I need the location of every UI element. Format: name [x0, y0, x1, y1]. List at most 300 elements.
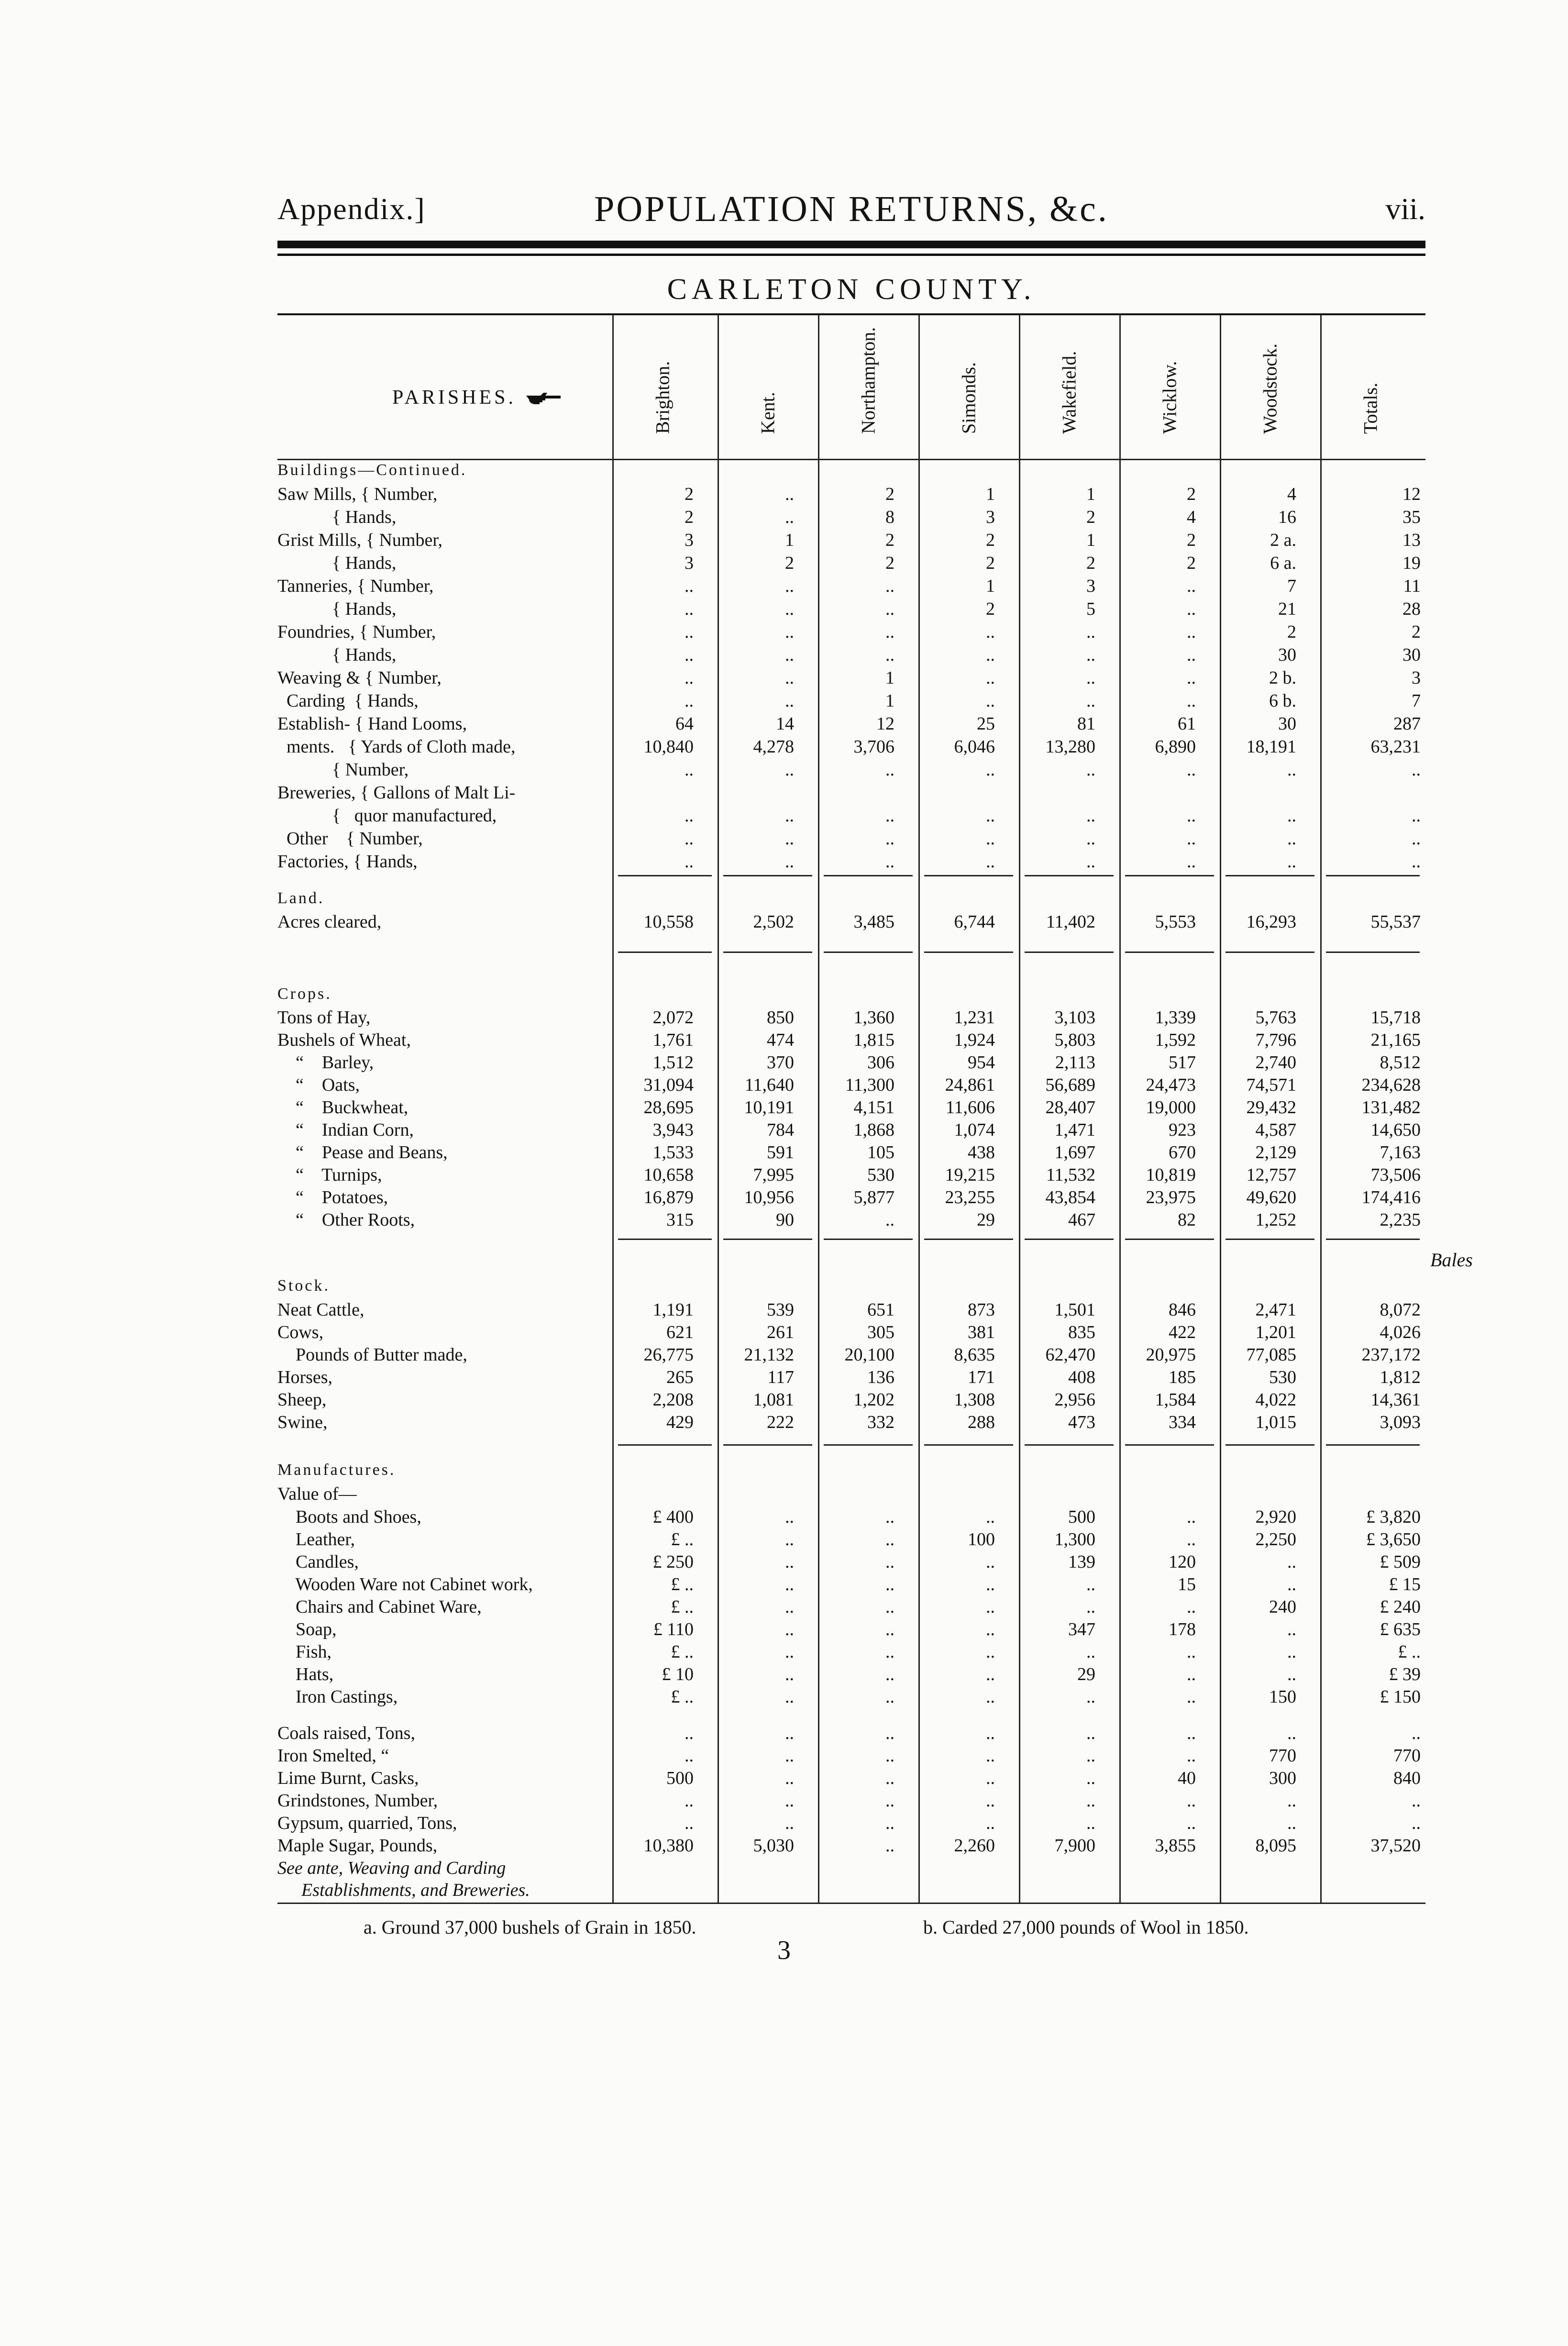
table-cell: 1,191 [652, 1300, 694, 1320]
table-cell: 1,201 [1255, 1322, 1296, 1342]
table-row [277, 1343, 1425, 1366]
table-cell: .. [785, 1687, 794, 1707]
row-label: Breweries, { Gallons of Malt Li- [277, 783, 516, 803]
table-cell: .. [785, 622, 794, 642]
table-cell: £ 509 [1380, 1552, 1421, 1572]
header-appendix: Appendix.] [277, 192, 426, 226]
row-label: Grindstones, Number, [277, 1791, 438, 1811]
table-cell: 5 [1086, 599, 1095, 619]
table-cell: 237,172 [1361, 1345, 1421, 1365]
table-cell: .. [1187, 1529, 1196, 1549]
sum-rule [1025, 875, 1114, 876]
table-cell: 23,975 [1146, 1187, 1196, 1207]
table-cell: 131,482 [1361, 1097, 1421, 1118]
table-cell: 8,512 [1380, 1052, 1421, 1073]
table-cell: 20,975 [1146, 1345, 1196, 1365]
table-cell: .. [785, 1791, 794, 1811]
table-cell: 2,956 [1054, 1390, 1095, 1410]
row-label: { Hands, [277, 553, 397, 573]
table-row [277, 1573, 1425, 1596]
table-cell: .. [885, 760, 894, 780]
table-cell: 770 [1269, 1746, 1296, 1766]
table-cell: 3 [685, 553, 694, 573]
table-row [277, 575, 1425, 598]
table-cell: 2,502 [753, 912, 794, 932]
table-cell: £ 150 [1380, 1687, 1421, 1707]
table-cell: 474 [767, 1030, 794, 1050]
table-cell: 1,308 [954, 1390, 995, 1410]
table-cell: 5,763 [1255, 1007, 1296, 1028]
table-cell: .. [1287, 1574, 1296, 1594]
table-cell: 13,280 [1045, 737, 1095, 757]
sum-rule [1025, 1239, 1114, 1240]
pointing-hand-icon [524, 391, 563, 407]
table-row [277, 1141, 1425, 1164]
table-cell: 30 [1402, 645, 1421, 665]
table-cell: 923 [1169, 1120, 1196, 1140]
table-cell: .. [885, 806, 894, 826]
table-cell: £ 250 [652, 1552, 694, 1572]
section-heading: Crops. [277, 985, 332, 1003]
table-cell: 10,819 [1146, 1165, 1196, 1185]
row-label: “ Pease and Beans, [277, 1142, 448, 1162]
table-cell: 5,030 [753, 1836, 794, 1856]
table-cell: 6,744 [954, 912, 995, 932]
table-cell: .. [1412, 760, 1421, 780]
table-row [277, 735, 1425, 758]
table-cell: .. [885, 1746, 894, 1766]
sum-rule [1326, 1444, 1420, 1446]
table-cell: 10,191 [744, 1097, 794, 1118]
row-label: Soap, [277, 1619, 337, 1639]
table-cell: .. [685, 668, 694, 688]
table-cell: .. [1086, 1687, 1095, 1707]
table-cell: .. [685, 1791, 694, 1811]
table-cell: 1,812 [1380, 1367, 1421, 1387]
table-cell: 954 [968, 1052, 995, 1073]
table-cell: .. [885, 1791, 894, 1811]
table-row [277, 1208, 1425, 1231]
table-cell: 1,252 [1255, 1210, 1296, 1230]
table-cell: 56,689 [1045, 1075, 1095, 1095]
table-cell: 8,635 [954, 1345, 995, 1365]
table-cell: .. [785, 1642, 794, 1662]
table-cell: 670 [1169, 1142, 1196, 1162]
table-cell: 2 [785, 553, 794, 573]
table-cell: 31,094 [643, 1075, 694, 1095]
table-cell: .. [685, 599, 694, 619]
table-cell: 850 [767, 1007, 794, 1028]
sum-rule [824, 952, 913, 953]
table-cell: 19 [1402, 553, 1421, 573]
sum-rule [1226, 1239, 1314, 1240]
table-cell: .. [986, 1791, 995, 1811]
table-cell: .. [986, 1664, 995, 1684]
table-cell: .. [1187, 668, 1196, 688]
row-label: Tons of Hay, [277, 1007, 371, 1028]
sum-rule [1125, 952, 1214, 953]
running-header [277, 191, 1425, 234]
table-cell: 3,485 [853, 912, 894, 932]
table-cell: .. [785, 1507, 794, 1527]
table-cell: £ .. [671, 1597, 694, 1617]
table-cell: .. [885, 622, 894, 642]
table-cell: .. [785, 1723, 794, 1743]
row-label: Neat Cattle, [277, 1300, 364, 1320]
table-cell: 14,650 [1370, 1120, 1421, 1140]
table-cell: 1,231 [954, 1007, 995, 1028]
sum-rule [618, 952, 712, 953]
row-label: Other { Number, [277, 829, 423, 849]
table-row [277, 1528, 1425, 1551]
table-cell: .. [1187, 691, 1196, 711]
table-cell: 29 [1077, 1664, 1095, 1684]
table-cell: .. [785, 760, 794, 780]
table-cell: 11,606 [945, 1097, 995, 1118]
row-label: Tanneries, { Number, [277, 576, 434, 596]
sum-rule [1226, 875, 1314, 876]
table-cell: 5,553 [1155, 912, 1196, 932]
table-cell: .. [1187, 1723, 1196, 1743]
table-cell: 1 [1086, 530, 1095, 550]
table-cell: .. [885, 1529, 894, 1549]
table-row [277, 1163, 1425, 1186]
table-cell: 3,855 [1155, 1836, 1196, 1856]
table-cell: 11,532 [1046, 1165, 1095, 1185]
column-header [1021, 320, 1117, 456]
sum-rule [723, 1239, 812, 1240]
table-row [277, 1550, 1425, 1573]
table-cell: 539 [767, 1300, 794, 1320]
table-cell: 12 [876, 714, 894, 734]
table-cell: .. [1187, 760, 1196, 780]
table-cell: .. [1187, 1687, 1196, 1707]
table-cell: 105 [867, 1142, 894, 1162]
table-cell: 4 [1287, 484, 1296, 504]
table-cell: 15,718 [1370, 1007, 1421, 1028]
table-cell: 621 [666, 1322, 694, 1342]
table-row [277, 643, 1425, 666]
table-cell: 370 [767, 1052, 794, 1073]
table-cell: .. [1287, 1619, 1296, 1639]
table-cell: 64 [675, 714, 694, 734]
row-label: { Number, [277, 760, 409, 780]
table-cell: 18,191 [1246, 737, 1296, 757]
table-cell: 4 [1187, 507, 1196, 527]
table-row [277, 1789, 1425, 1812]
table-cell: 16 [1278, 507, 1296, 527]
table-cell: .. [986, 1746, 995, 1766]
section-heading: Manufactures. [277, 1461, 396, 1479]
table-cell: .. [785, 576, 794, 596]
row-label: Iron Castings, [277, 1687, 398, 1707]
table-row [277, 620, 1425, 643]
table-cell: .. [1187, 622, 1196, 642]
table-cell: .. [885, 576, 894, 596]
population-table [277, 315, 1425, 1903]
table-cell: 3 [986, 507, 995, 527]
column-header-label: Brighton. [651, 361, 674, 434]
table-cell: 16,879 [643, 1187, 694, 1207]
table-cell: 26,775 [643, 1345, 694, 1365]
table-cell: 21,165 [1370, 1030, 1421, 1050]
table-cell: .. [885, 599, 894, 619]
table-cell: 3,093 [1380, 1412, 1421, 1432]
table-cell: 43,854 [1045, 1187, 1095, 1207]
table-cell: 100 [968, 1529, 995, 1549]
table-row [277, 1118, 1425, 1141]
row-label: { Hands, [277, 645, 397, 665]
table-cell: .. [1187, 852, 1196, 872]
table-cell: 6,046 [954, 737, 995, 757]
table-cell: £ 240 [1380, 1597, 1421, 1617]
table-cell: 21,132 [744, 1345, 794, 1365]
table-cell: 1 [885, 691, 894, 711]
sum-rule [1226, 1444, 1314, 1446]
table-cell: 28,695 [643, 1097, 694, 1118]
table-row [277, 689, 1425, 712]
table-cell: .. [885, 1813, 894, 1833]
table-cell: .. [785, 1619, 794, 1639]
table-row [277, 781, 1425, 804]
table-cell: .. [1412, 806, 1421, 826]
table-cell: 12 [1402, 484, 1421, 504]
table-cell: 1,868 [853, 1120, 894, 1140]
table-cell: 1,512 [652, 1052, 694, 1073]
table-cell: 2,208 [652, 1390, 694, 1410]
table-cell: .. [885, 1619, 894, 1639]
table-cell: 288 [968, 1412, 995, 1432]
table-row [277, 804, 1425, 827]
table-cell: .. [785, 668, 794, 688]
table-cell: 2 [986, 599, 995, 619]
table-cell: .. [1287, 1791, 1296, 1811]
table-cell: .. [986, 1642, 995, 1662]
header-title: POPULATION RETURNS, &c. [594, 189, 1109, 229]
table-row [277, 1096, 1425, 1119]
table-cell: .. [1187, 1642, 1196, 1662]
table-cell: 530 [867, 1165, 894, 1185]
row-label: Foundries, { Number, [277, 622, 436, 642]
sum-rule [1326, 1239, 1420, 1240]
row-label: Factories, { Hands, [277, 852, 418, 872]
row-label: Boots and Shoes, [277, 1507, 421, 1527]
table-cell: 1 [986, 484, 995, 504]
table-cell: 1,339 [1155, 1007, 1196, 1028]
parishes-label: PARISHES. [392, 387, 517, 409]
table-cell: 14,361 [1370, 1390, 1421, 1410]
table-cell: 19,215 [945, 1165, 995, 1185]
table-cell: 332 [867, 1412, 894, 1432]
table-row [277, 712, 1425, 735]
table-cell: .. [885, 1574, 894, 1594]
table-cell: 62,470 [1045, 1345, 1095, 1365]
see-note-2: Establishments, and Breweries. [301, 1880, 530, 1900]
table-cell: 12,757 [1246, 1165, 1296, 1185]
table-cell: 240 [1269, 1597, 1296, 1617]
table-cell: .. [1187, 1597, 1196, 1617]
sum-rule [723, 1444, 812, 1446]
table-cell: 49,620 [1246, 1187, 1296, 1207]
header-page-roman: vii. [1385, 192, 1425, 226]
row-label: Bushels of Wheat, [277, 1030, 411, 1050]
row-label: Wooden Ware not Cabinet work, [277, 1574, 533, 1594]
table-cell: .. [885, 1836, 894, 1856]
table-cell: 10,380 [643, 1836, 694, 1856]
table-cell: 784 [767, 1120, 794, 1140]
table-cell: .. [785, 1746, 794, 1766]
table-cell: 1,501 [1054, 1300, 1095, 1320]
table-cell: .. [1086, 1746, 1095, 1766]
table-cell: 873 [968, 1300, 995, 1320]
table-cell: 21 [1278, 599, 1296, 619]
table-cell: .. [986, 645, 995, 665]
table-cell: .. [1086, 1813, 1095, 1833]
table-cell: 7,163 [1380, 1142, 1421, 1162]
table-cell: 2,072 [652, 1007, 694, 1028]
table-cell: .. [986, 1813, 995, 1833]
table-cell: .. [986, 1507, 995, 1527]
table-cell: 35 [1402, 507, 1421, 527]
table-cell: 334 [1169, 1412, 1196, 1432]
table-cell: 3,103 [1054, 1007, 1095, 1028]
table-cell: 25 [977, 714, 995, 734]
table-cell: 11 [1403, 576, 1421, 596]
header-row-rule [277, 459, 1425, 460]
table-cell: 3,943 [652, 1120, 694, 1140]
table-cell: 2 [1187, 484, 1196, 504]
table-cell: .. [1086, 1574, 1095, 1594]
table-cell: 29,432 [1246, 1097, 1296, 1118]
sum-rule [924, 952, 1013, 953]
table-cell: 1,015 [1255, 1412, 1296, 1432]
row-label: “ Buckwheat, [277, 1097, 409, 1118]
table-cell: .. [785, 1597, 794, 1617]
table-cell: £ 15 [1389, 1574, 1421, 1594]
column-header [921, 320, 1016, 456]
table-cell: 2,471 [1255, 1300, 1296, 1320]
table-cell: .. [785, 691, 794, 711]
table-cell: 651 [867, 1300, 894, 1320]
sum-rule [824, 875, 913, 876]
table-cell: .. [986, 1574, 995, 1594]
table-row [277, 827, 1425, 850]
table-cell: 7,900 [1054, 1836, 1095, 1856]
table-cell: 1 [885, 668, 894, 688]
table-cell: .. [685, 1723, 694, 1743]
table-cell: 150 [1269, 1687, 1296, 1707]
table-row [277, 552, 1425, 575]
table-cell: .. [885, 1664, 894, 1684]
row-label: Weaving & { Number, [277, 668, 442, 688]
table-cell: 2 [685, 484, 694, 504]
table-cell: 77,085 [1246, 1345, 1296, 1365]
table-cell: 117 [767, 1367, 794, 1387]
table-cell: 2,250 [1255, 1529, 1296, 1549]
table-cell: 29 [977, 1210, 995, 1230]
table-cell: 2 [1187, 553, 1196, 573]
table-cell: 2 [986, 530, 995, 550]
table-cell: 2 a. [1270, 530, 1296, 550]
table-cell: .. [986, 1687, 995, 1707]
table-cell: 5,877 [853, 1187, 894, 1207]
section-heading: Stock. [277, 1277, 330, 1295]
table-cell: 467 [1068, 1210, 1095, 1230]
sum-rule [618, 1239, 712, 1240]
table-row [277, 1029, 1425, 1051]
table-cell: 28 [1402, 599, 1421, 619]
table-cell: 4,022 [1255, 1390, 1296, 1410]
table-cell: 2,260 [954, 1836, 995, 1856]
table-cell: 8 [885, 507, 894, 527]
table-cell: .. [685, 1746, 694, 1766]
row-label: Sheep, [277, 1390, 327, 1410]
column-header-label: Totals. [1359, 382, 1381, 434]
row-label: Chairs and Cabinet Ware, [277, 1597, 482, 1617]
sum-rule [824, 1239, 913, 1240]
footnote-a: a. Ground 37,000 bushels of Grain in 1850. [364, 1916, 696, 1938]
table-cell: .. [885, 1768, 894, 1788]
table-cell: 3 [1086, 576, 1095, 596]
table-cell: 2 b. [1269, 668, 1296, 688]
row-label: { quor manufactured, [277, 806, 497, 826]
table-row [277, 910, 1425, 933]
table-cell: .. [986, 691, 995, 711]
table-cell: 530 [1269, 1367, 1296, 1387]
table-cell: 770 [1393, 1746, 1421, 1766]
table-cell: .. [885, 1723, 894, 1743]
table-cell: .. [785, 1552, 794, 1572]
table-row [277, 1744, 1425, 1767]
table-cell: .. [685, 645, 694, 665]
table-cell: 429 [666, 1412, 694, 1432]
table-row [277, 1298, 1425, 1321]
table-cell: .. [1187, 829, 1196, 849]
table-cell: 14 [776, 714, 794, 734]
table-row [277, 1366, 1425, 1389]
table-cell: 136 [867, 1367, 894, 1387]
row-label: Acres cleared, [277, 912, 382, 932]
table-cell: .. [885, 1597, 894, 1617]
table-cell: 120 [1169, 1552, 1196, 1572]
row-label: Hats, [277, 1664, 334, 1684]
row-label: Coals raised, Tons, [277, 1723, 415, 1743]
table-cell: 1,300 [1054, 1529, 1095, 1549]
table-cell: .. [1287, 1552, 1296, 1572]
table-cell: 3,706 [853, 737, 894, 757]
table-cell: 40 [1178, 1768, 1196, 1788]
table-cell: .. [685, 829, 694, 849]
column-header [1222, 320, 1318, 456]
table-cell: .. [1086, 622, 1095, 642]
header-rule-thin [277, 254, 1425, 256]
table-cell: 3 [685, 530, 694, 550]
table-cell: .. [1287, 806, 1296, 826]
table-cell: £ 3,650 [1366, 1529, 1421, 1549]
sum-rule [618, 875, 712, 876]
table-cell: 7 [1287, 576, 1296, 596]
table-cell: 7 [1412, 691, 1421, 711]
table-cell: 8,095 [1255, 1836, 1296, 1856]
table-cell: 261 [767, 1322, 794, 1342]
table-row [277, 1595, 1425, 1618]
sum-rule [1125, 875, 1214, 876]
column-header-label: Simonds. [958, 362, 980, 434]
row-label: Establish- { Hand Looms, [277, 714, 467, 734]
table-cell: .. [1287, 760, 1296, 780]
table-cell: .. [785, 484, 794, 504]
sum-rule [1025, 1444, 1114, 1446]
